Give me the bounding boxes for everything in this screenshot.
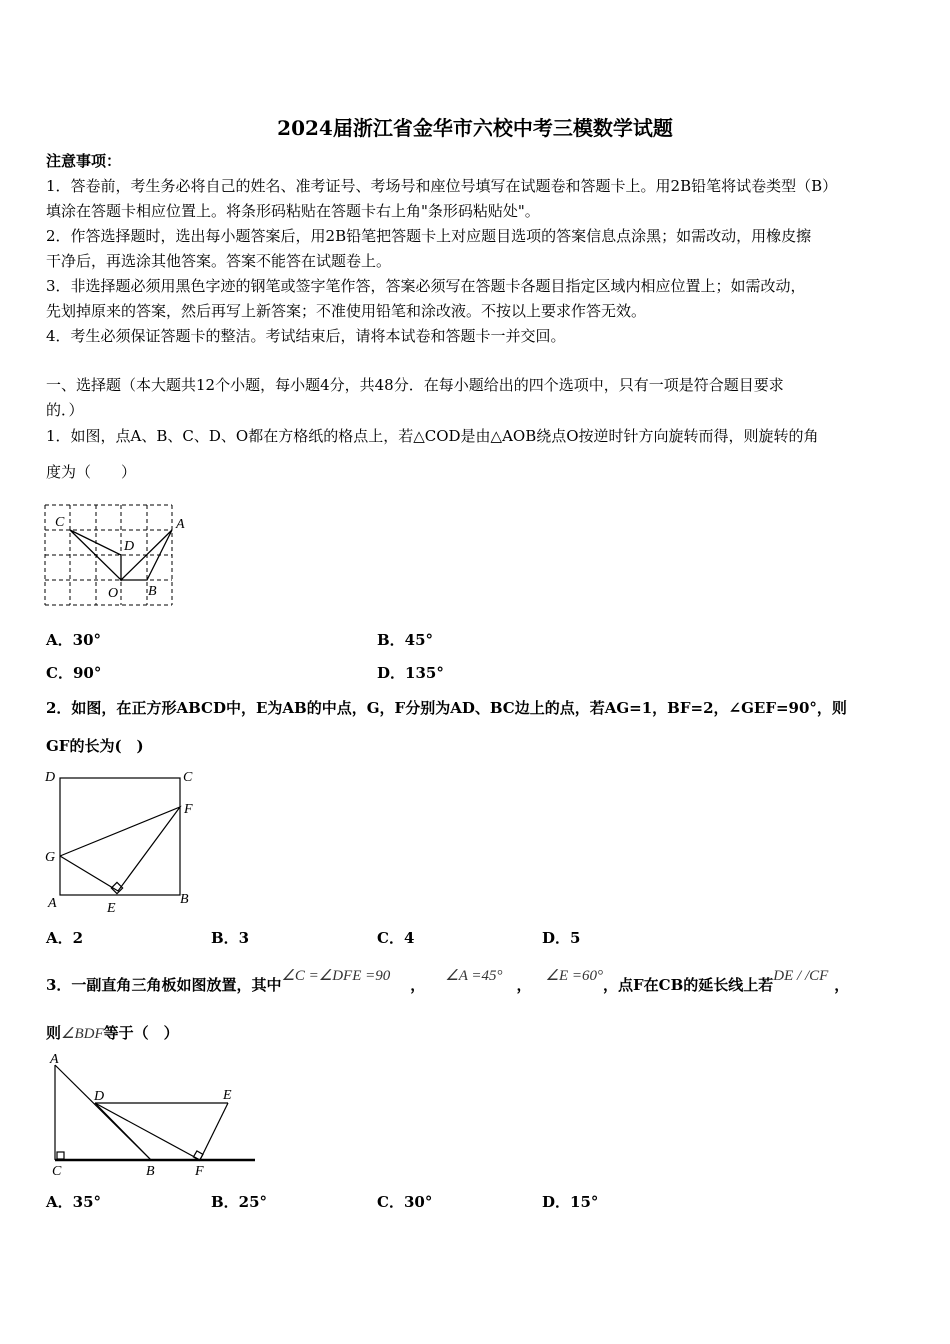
label-f: F — [184, 802, 193, 817]
label-a: A — [48, 896, 57, 911]
q1-option-a[interactable]: A．30° — [46, 631, 102, 649]
q3-option-c[interactable]: C．30° — [377, 1193, 433, 1211]
q3-text: ，点F在CB的延长线上若 — [603, 976, 774, 994]
q2-square-figure — [40, 765, 210, 915]
label-f: F — [195, 1164, 204, 1179]
label-b: B — [146, 1164, 155, 1179]
label-d: D — [94, 1089, 105, 1104]
label-d: D — [124, 539, 135, 554]
label-e: E — [107, 901, 116, 915]
q3-triangle-figure — [40, 1050, 260, 1180]
q2-text: 2．如图，在正方形ABCD中，E为AB的中点，G，F分别为AD、BC边上的点，若AG=1，BF=2，∠GEF=90°，则 — [46, 699, 847, 717]
q2-option-a[interactable]: A．2 — [46, 929, 84, 947]
q2-option-d[interactable]: D．5 — [542, 929, 581, 947]
exam-page: 2024届浙江省金华市六校中考三模数学试题 注意事项： 1．答卷前，考生务必将自己的姓名、准考证号、考场号和座位号填写在试题卷和答题卡上。用2B铅笔将试卷类型（B） 填涂在答题卡相应位置上。将条形码粘贴在答题卡右上角"条形码粘贴处"。 2．作答选择题时，选出每小题答案后，用2B铅笔把答题卡上对应题目选项的答案信息点涂黑；如需改动，用橡皮擦 干净后，再选涂其他答案。答案不能答在试题卷上。 3．非选择题必须用黑色字迹的钢笔或签字笔作答，答案必须写在答题卡各题目指定区域内相应位置上；如需改动， 先划掉原来的答案，然后再写上新答案；不准使用铅笔和涂改液。不按以上要求作答无效。 4．考生必须保证答题卡的整洁。考试结束后，请将本试卷和答题卡一并交回。 一、选择题（本大题共12个小题，每小题4分，共48分．在每小题给出的四个选项中，只有一项是符合题目要求 的．） 1．如图，点A、B、C、D、O都在方格纸的格点上，若△COD是由△AOB绕点O按逆时针方向旋转而得，则旋转的角 度为（ ） C D A O B A．30° B．45° C．90° D．135° 2．如图，在正方形ABCD中，E为AB的中点，G，F分别为AD、BC边上的点，若AG=1，BF=2，∠GEF=90°，则 GF的长为( ) D C F G A E B A．2 B．3 C．4 D．5 3．一副直角三角板如图放置，其中∠C =∠DFE =90 ， ∠A =45° ， ∠E =60°，点F在CB的延长线上若DE / /CF ， 则∠BDF等于（ ） A D E C B F A．35° B．25° C．30° D．15° — [0, 0, 950, 1344]
q3-text: 3．一副直角三角板如图放置，其中 — [46, 976, 282, 994]
q2-text-cont: GF的长为( ) — [46, 737, 144, 755]
label-e: E — [223, 1088, 232, 1103]
q3-option-a[interactable]: A．35° — [46, 1193, 102, 1211]
q1-option-c[interactable]: C．90° — [46, 664, 102, 682]
notice-line: 4．考生必须保证答题卡的整洁。考试结束后，请将本试卷和答题卡一并交回。 — [46, 327, 566, 345]
label-a: A — [50, 1052, 59, 1067]
notice-line: 填涂在答题卡相应位置上。将条形码粘贴在答题卡右上角"条形码粘贴处"。 — [46, 202, 540, 220]
q2-option-c[interactable]: C．4 — [377, 929, 415, 947]
q1-text: 1．如图，点A、B、C、D、O都在方格纸的格点上，若△COD是由△AOB绕点O按逆时针方向旋转而得，则旋转的角 — [46, 427, 819, 445]
notice-line: 2．作答选择题时，选出每小题答案后，用2B铅笔把答题卡上对应题目选项的答案信息点涂黑；如需改动，用橡皮擦 — [46, 227, 812, 245]
q3-text: 等于（ ） — [103, 1024, 179, 1042]
notice-line: 1．答卷前，考生务必将自己的姓名、准考证号、考场号和座位号填写在试题卷和答题卡上。用2B铅笔将试卷类型（B） — [46, 177, 838, 195]
q3-condition: ∠A =45° — [445, 968, 503, 984]
q1-option-d[interactable]: D．135° — [377, 664, 444, 682]
q3-option-b[interactable]: B．25° — [211, 1193, 268, 1211]
q3-sep: ， — [834, 976, 850, 994]
q1-option-b[interactable]: B．45° — [377, 631, 434, 649]
page-title: 2024届浙江省金华市六校中考三模数学试题 — [277, 116, 673, 140]
q3-condition: DE / /CF — [773, 968, 829, 984]
q3-angle: ∠BDF — [61, 1026, 104, 1042]
label-c: C — [52, 1164, 62, 1179]
label-c: C — [183, 770, 193, 785]
section-heading: 一、选择题（本大题共12个小题，每小题4分，共48分．在每小题给出的四个选项中，只有一项是符合题目要求 — [46, 376, 784, 394]
q2-option-b[interactable]: B．3 — [211, 929, 250, 947]
notice-line: 先划掉原来的答案，然后再写上新答案；不准使用铅笔和涂改液。不按以上要求作答无效。 — [46, 302, 647, 320]
label-o: O — [108, 586, 119, 601]
label-b: B — [148, 584, 157, 599]
q1-text-cont: 度为（ ） — [46, 463, 137, 481]
notice-line: 3．非选择题必须用黑色字迹的钢笔或签字笔作答，答案必须写在答题卡各题目指定区域内相应位置上；如需改动， — [46, 277, 806, 295]
q3-option-d[interactable]: D．15° — [542, 1193, 599, 1211]
q3-text: 则 — [46, 1024, 62, 1042]
q1-grid-figure — [40, 500, 200, 612]
notice-heading: 注意事项： — [46, 152, 122, 170]
label-c: C — [55, 515, 65, 530]
section-heading-cont: 的．） — [46, 401, 84, 419]
label-d: D — [45, 770, 56, 785]
label-b: B — [180, 892, 189, 907]
notice-line: 干净后，再选涂其他答案。答案不能答在试题卷上。 — [46, 252, 392, 270]
label-a: A — [176, 517, 185, 532]
label-g: G — [45, 850, 56, 865]
q3-condition: ∠C =∠DFE =90 — [281, 968, 391, 984]
q3-condition: ∠E =60° — [545, 968, 603, 984]
